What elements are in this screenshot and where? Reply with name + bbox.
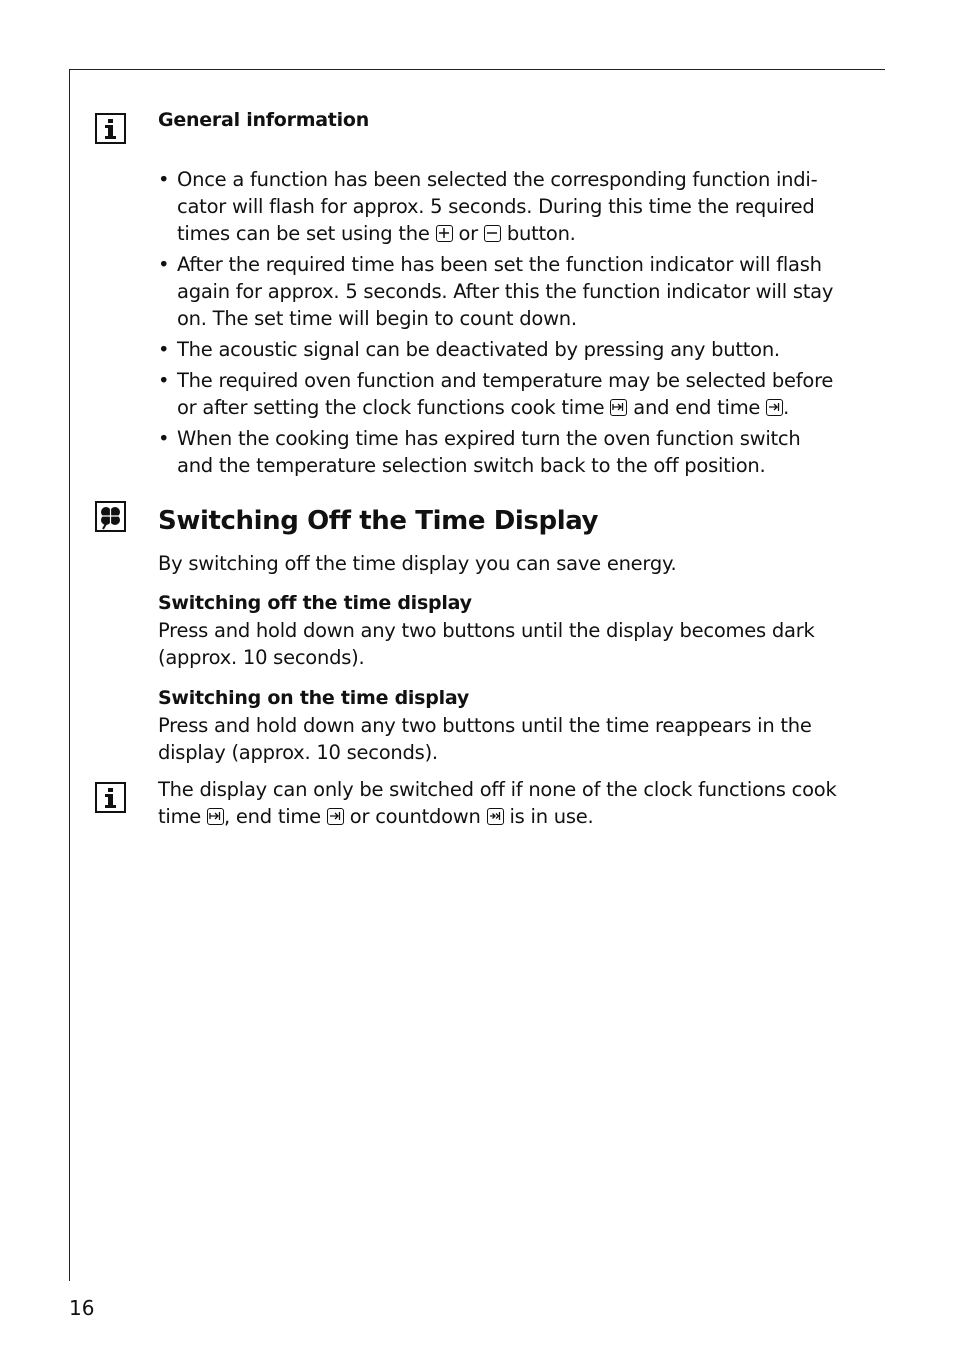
top-rule: [69, 69, 885, 70]
switch-off-line-2: (approx. 10 seconds).: [158, 646, 365, 669]
switch-off-block: [158, 590, 868, 671]
general-info-heading: General information: [158, 109, 369, 131]
general-info-list: [158, 166, 868, 483]
clover-icon: [95, 501, 126, 532]
list-item: • When the cooking time has expired turn the oven function switch and the temperature selection switch back to the off position.: [158, 425, 868, 479]
list-item: • The acoustic signal can be deactivated by pressing any button.: [158, 336, 868, 363]
switch-on-line-2: display (approx. 10 seconds).: [158, 741, 438, 764]
switch-on-heading: Switching on the time display: [158, 687, 469, 709]
list-item: • Once a function has been selected the corresponding function indi- cator will flash for approx. 5 seconds. During this time the required times can be set using the or button.: [158, 166, 868, 247]
note-block: The display can only be switched off if none of the clock functions cook time , end time or countdown is in use.: [158, 778, 837, 828]
page-number: 16: [69, 1296, 95, 1320]
list-item: • The required oven function and temperature may be selected before or after setting the clock functions cook time and end time .: [158, 367, 868, 421]
switch-on-line-1: Press and hold down any two buttons until the time reappears in the: [158, 714, 812, 737]
countdown-icon: [487, 808, 504, 825]
cook-time-icon: [207, 808, 224, 825]
info-icon: [95, 113, 126, 144]
minus-button-icon: [484, 225, 501, 242]
left-rule: [69, 69, 70, 1281]
switch-off-heading: Switching off the time display: [158, 592, 472, 614]
switch-on-block: [158, 685, 868, 766]
list-item: • After the required time has been set the function indicator will flash again for approx. 5 seconds. After this the function indicator will stay on. The set time will begin to count down.: [158, 251, 868, 332]
section-title-block: [158, 506, 868, 536]
cook-time-icon: [610, 399, 627, 416]
section-title: Switching Off the Time Display: [158, 506, 599, 536]
section-intro: By switching off the time display you can save energy.: [158, 552, 677, 575]
switch-off-line-1: Press and hold down any two buttons until the display becomes dark: [158, 619, 815, 642]
end-time-icon: [327, 808, 344, 825]
info-icon: [95, 782, 126, 813]
plus-button-icon: [436, 225, 453, 242]
end-time-icon: [766, 399, 783, 416]
